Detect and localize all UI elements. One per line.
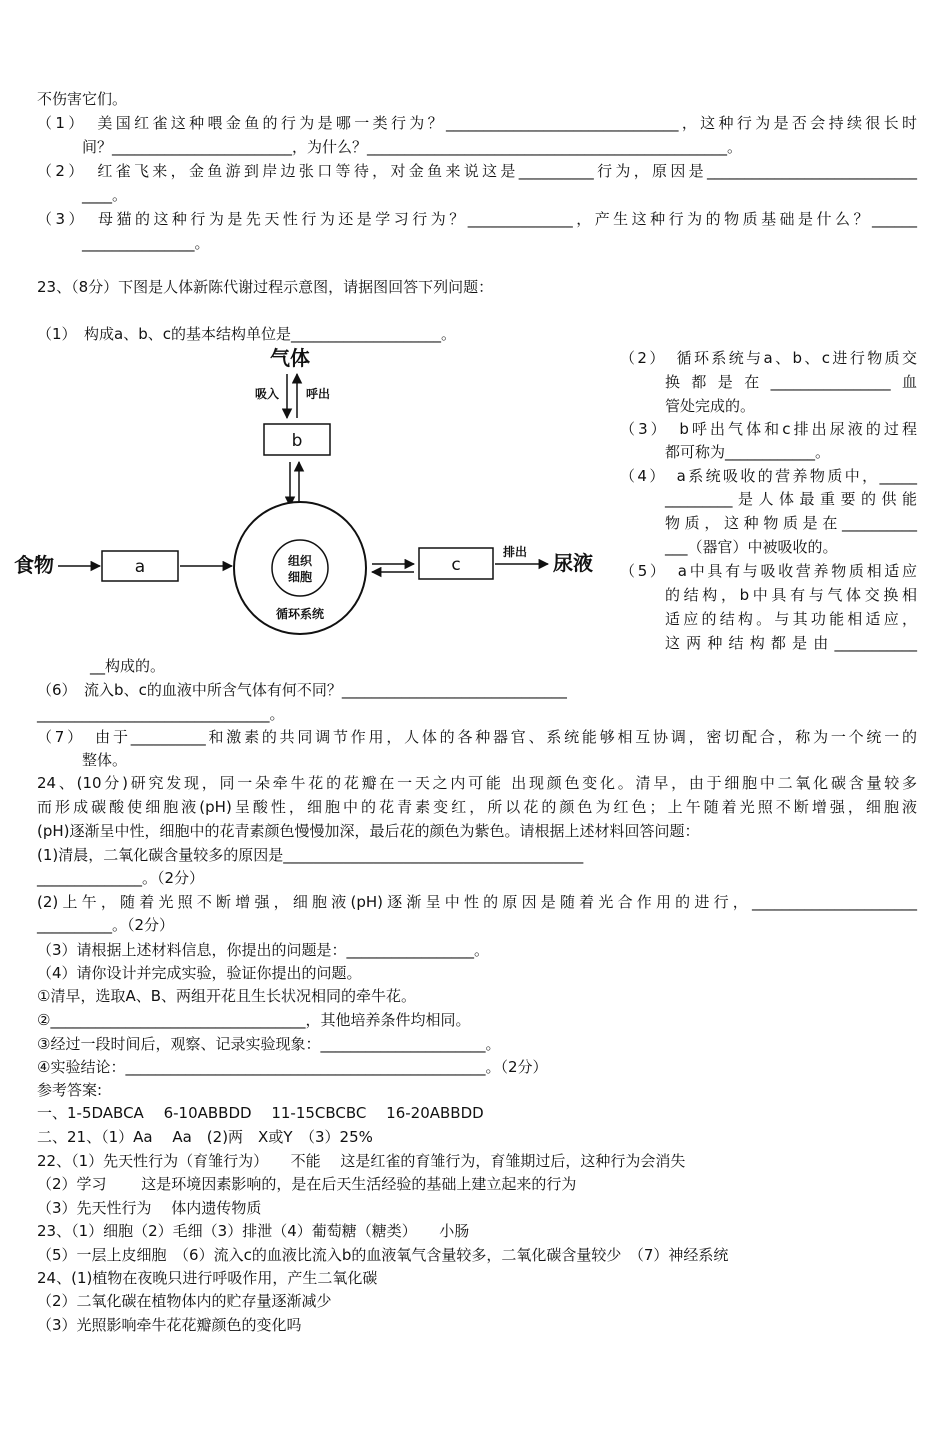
text-line: 适应的结构。与其功能相适应， bbox=[665, 610, 917, 628]
question-23-1: （1） 构成a、b、c的基本结构单位是____________________。 bbox=[37, 325, 457, 343]
text-line: _______________。 bbox=[82, 234, 210, 252]
tissue-label-2: 细胞 bbox=[287, 570, 313, 584]
question-23-6: （6） 流入b、c的血液中所含气体有何不同？______________________________ bbox=[37, 681, 567, 699]
question-23-5: （5） a中具有与吸收营养物质相适应 bbox=[620, 562, 917, 580]
text-line: ___（器官）中被吸收的。 bbox=[665, 538, 838, 556]
circulation-label: 循环系统 bbox=[275, 607, 325, 621]
text-line: ____。 bbox=[82, 186, 128, 204]
text-line: _________是人体最重要的供能 bbox=[665, 490, 917, 508]
text-line: 都可称为____________。 bbox=[665, 443, 831, 461]
inhale-label: 吸入 bbox=[255, 387, 280, 401]
tissue-cell-circle bbox=[272, 540, 328, 596]
question-24-1: (1)清晨，二氧化碳含量较多的原因是________________________________________ bbox=[37, 846, 584, 864]
experiment-step-4: ④实验结论：________________________________________________。（2分） bbox=[37, 1058, 548, 1076]
answer-line: （2）学习 这是环境因素影响的，是在后天生活经验的基础上建立起来的行为 bbox=[37, 1175, 577, 1193]
excrete-label: 排出 bbox=[503, 545, 528, 559]
exhale-label: 呼出 bbox=[306, 387, 331, 401]
text-line: _______________________________。 bbox=[37, 705, 285, 723]
text-line: 的结构，b中具有与气体交换相 bbox=[665, 586, 917, 604]
question-24-intro: 24、(10分)研究发现，同一朵牵牛花的花瓣在一天之内可能 出现颜色变化。清早，由于细胞中二氧化碳含量较多 bbox=[37, 774, 917, 792]
answer-line: （2）二氧化碳在植物体内的贮存量逐渐减少 bbox=[37, 1292, 332, 1310]
text-line: 换都是在________________血 bbox=[665, 373, 917, 391]
answer-line: 22、（1）先天性行为（育雏行为） 不能 这是红雀的育雏行为，育雏期过后，这种行为会消失 bbox=[37, 1152, 686, 1170]
answer-line: 23、（1）细胞（2）毛细（3）排泄（4）葡萄糖（糖类） 小肠 bbox=[37, 1222, 470, 1240]
text-line: 不伤害它们。 bbox=[37, 90, 128, 108]
text-line: __________。（2分） bbox=[37, 916, 175, 934]
text-line: __构成的。 bbox=[90, 657, 166, 675]
question-24-2: (2)上午，随着光照不断增强，细胞液(pH)逐渐呈中性的原因是随着光合作用的进行，______________________ bbox=[37, 893, 917, 911]
box-a-label: a bbox=[134, 557, 146, 577]
text-line: 管处完成的。 bbox=[665, 397, 756, 415]
text-line: 间？________________________，为什么？________________________________________________。 bbox=[82, 138, 743, 156]
question-24-4: （4）请你设计并完成实验，验证你提出的问题。 bbox=[37, 964, 362, 982]
answer-line: 二、21、（1）Aa Aa (2)两 X或Y （3）25% bbox=[37, 1128, 373, 1146]
text-line: 整体。 bbox=[82, 751, 128, 769]
question-22-2: （2） 红雀飞来，金鱼游到岸边张口等待，对金鱼来说这是__________行为，原因是____________________________ bbox=[37, 162, 917, 180]
urine-label: 尿液 bbox=[553, 551, 593, 575]
question-23-header: 23、（8分）下图是人体新陈代谢过程示意图，请据图回答下列问题： bbox=[37, 278, 494, 296]
tissue-label-1: 组织 bbox=[287, 554, 313, 568]
experiment-step-3: ③经过一段时间后，观察、记录实验现象：______________________。 bbox=[37, 1035, 501, 1053]
experiment-step-2: ②__________________________________，其他培养条件均相同。 bbox=[37, 1011, 471, 1029]
text-line: (pH)逐渐呈中性，细胞中的花青素颜色慢慢加深，最后花的颜色为紫色。请根据上述材料回答问题： bbox=[37, 822, 700, 840]
answer-line: （3）先天性行为 体内遗传物质 bbox=[37, 1199, 262, 1217]
question-23-7: （7） 由于__________和激素的共同调节作用，人体的各种器官、系统能够相互协调，密切配合，称为一个统一的 bbox=[37, 728, 917, 746]
metabolism-diagram bbox=[0, 340, 620, 680]
question-23-4: （4） a系统吸收的营养物质中，_____ bbox=[620, 467, 917, 485]
text-line: 而形成碳酸使细胞液(pH)呈酸性，细胞中的花青素变红，所以花的颜色为红色；上午随着光照不断增强，细胞液 bbox=[37, 798, 917, 816]
text-line: 这两种结构都是由___________ bbox=[665, 634, 917, 652]
gas-label: 气体 bbox=[270, 346, 310, 370]
box-c-label: c bbox=[451, 555, 461, 575]
box-b-label: b bbox=[291, 431, 303, 451]
question-22-3: （3） 母猫的这种行为是先天性行为还是学习行为？______________，产生这种行为的物质基础是什么？______ bbox=[37, 210, 917, 228]
question-23-3: （3） b呼出气体和c排出尿液的过程 bbox=[620, 420, 917, 438]
text-line: 物质，这种物质是在__________ bbox=[665, 514, 917, 532]
question-23-2: （2） 循环系统与a、b、c进行物质交 bbox=[620, 349, 917, 367]
answer-line: 一、1-5DABCA 6-10ABBDD 11-15CBCBC 16-20ABBDD bbox=[37, 1104, 484, 1122]
answers-heading: 参考答案: bbox=[37, 1081, 103, 1099]
experiment-step-1: ①清早，选取A、B、两组开花且生长状况相同的牵牛花。 bbox=[37, 987, 417, 1005]
answer-line: 24、(1)植物在夜晚只进行呼吸作用，产生二氧化碳 bbox=[37, 1269, 378, 1287]
answer-line: （5）一层上皮细胞 （6）流入c的血液比流入b的血液氧气含量较多，二氧化碳含量较少 （7）神经系统 bbox=[37, 1246, 729, 1264]
question-22-1: （1） 美国红雀这种喂金鱼的行为是哪一类行为？_______________________________，这种行为是否会持续很长时 bbox=[37, 114, 917, 132]
question-24-3: （3）请根据上述材料信息，你提出的问题是：_________________。 bbox=[37, 941, 490, 959]
answer-line: （3）光照影响牵牛花花瓣颜色的变化吗 bbox=[37, 1316, 302, 1334]
text-line: ______________。（2分） bbox=[37, 869, 205, 887]
food-label: 食物 bbox=[14, 553, 54, 577]
